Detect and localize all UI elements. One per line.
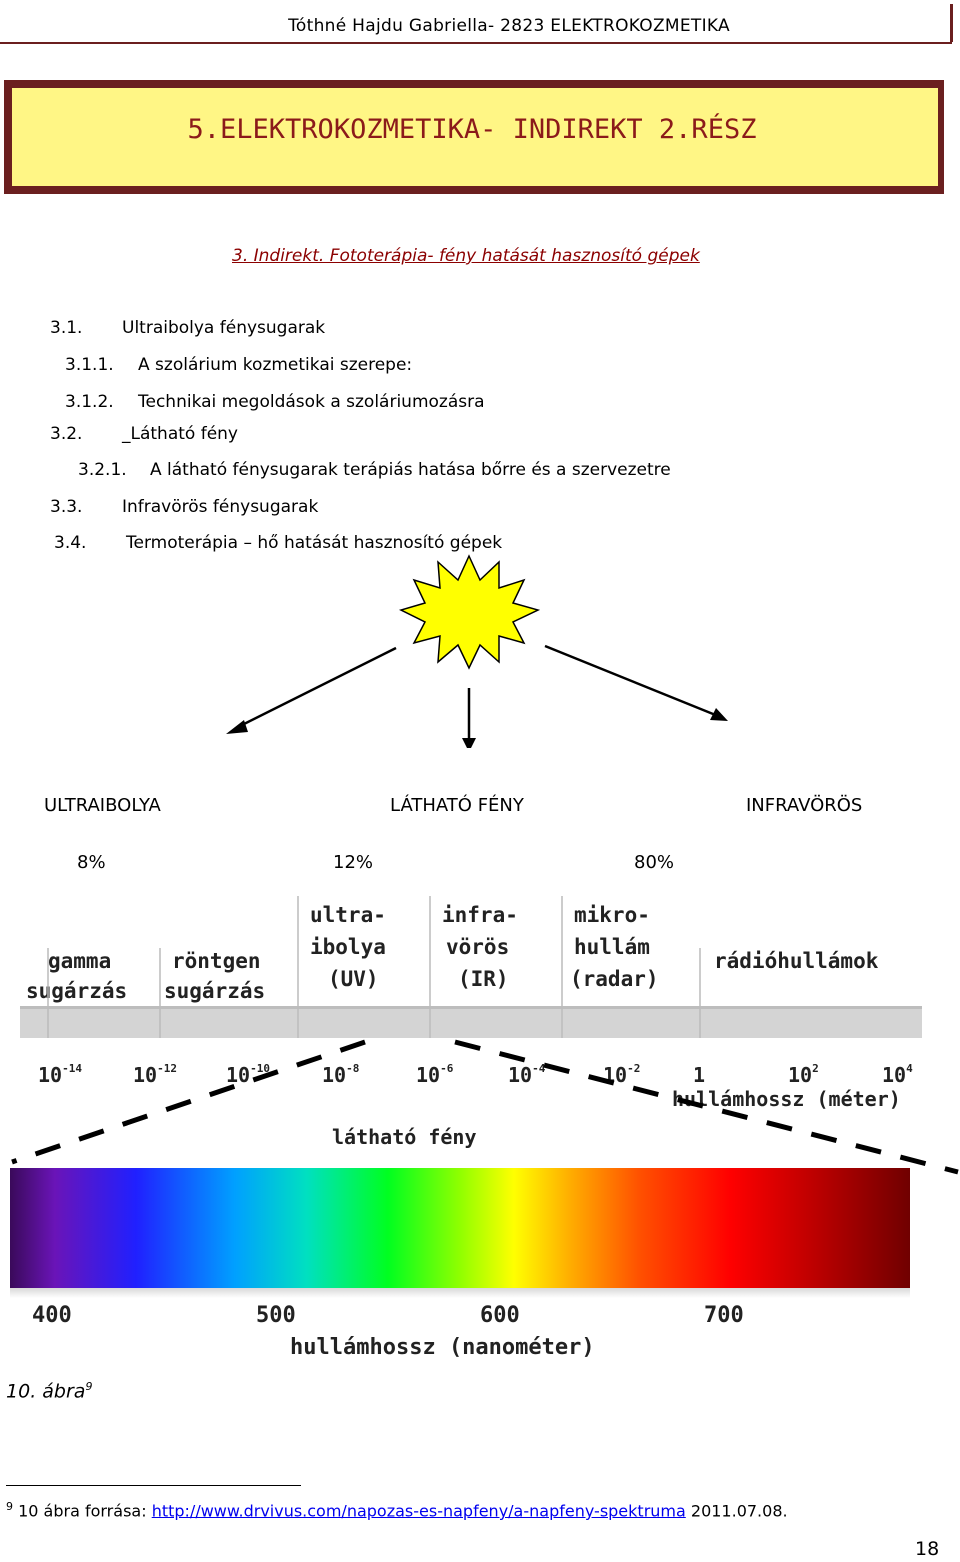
band-label: (radar) (570, 967, 659, 991)
source-link[interactable]: http://www.drvivus.com/napozas-es-napfeny/a-napfeny-spektruma (151, 1501, 686, 1521)
wavelength-unit-label: hullámhossz (méter) (672, 1087, 901, 1111)
toc-item (78, 460, 671, 480)
toc-number: 3.2.1. (78, 460, 127, 480)
page-number: 18 (915, 1538, 940, 1560)
nm-tick: 400 (32, 1303, 72, 1328)
band-label: ultra- (310, 903, 386, 927)
wavelength-tick: $10^{-4}$ (508, 1062, 546, 1087)
percent-ir: 80% (634, 852, 675, 873)
wavelength-tick: $10^{-14}$ (38, 1062, 82, 1087)
wavelength-tick: $10^{-10}$ (226, 1062, 270, 1087)
figure-caption-text: . ábra (30, 1380, 86, 1403)
visible-spectrum-band (10, 1168, 910, 1288)
nm-tick: 700 (704, 1303, 744, 1328)
category-uv: ULTRAIBOLYA (44, 795, 161, 816)
toc-number: 3.1. (50, 318, 83, 338)
wavelength-tick: $10^{-2}$ (603, 1062, 641, 1087)
sun-arrows-illustration (0, 548, 960, 748)
band-label: röntgen (172, 949, 261, 973)
figure-caption (6, 1380, 92, 1402)
band-label: (IR) (458, 967, 509, 991)
band-label: ibolya (310, 935, 386, 959)
figure-number: 10 (6, 1380, 31, 1403)
sun-icon (401, 556, 538, 668)
toc-item (50, 424, 238, 444)
header-corner-rule (950, 4, 953, 42)
band-label: (UV) (328, 967, 379, 991)
toc-number: 3.1.1. (65, 355, 114, 375)
visible-light-label: látható fény (332, 1125, 477, 1149)
toc-item (50, 318, 325, 338)
footnote-rule (6, 1485, 301, 1486)
wavelength-tick: $10^2$ (788, 1062, 819, 1087)
arrow-left-icon (226, 648, 396, 734)
toc-item (50, 497, 318, 517)
wavelength-tick: 1 (693, 1063, 706, 1087)
percent-visible: 12% (333, 852, 374, 873)
footnote (6, 1500, 788, 1520)
band-label: sugárzás (26, 979, 128, 1003)
wavelength-tick: $10^{-6}$ (416, 1062, 454, 1087)
electromagnetic-spectrum-figure (0, 892, 960, 1382)
page-title: 5.ELEKTROKOZMETIKA- INDIREKT 2.RÉSZ (187, 114, 757, 145)
toc-label: Technikai megoldások a szoláriumozásra (138, 392, 485, 412)
wavelength-tick: $10^{-8}$ (322, 1062, 360, 1087)
toc-label: Infravörös fénysugarak (122, 497, 319, 517)
arrow-down-icon (462, 688, 476, 748)
band-label: infra- (442, 903, 518, 927)
toc-number: 3.3. (50, 497, 83, 517)
category-ir: INFRAVÖRÖS (746, 795, 863, 816)
band-label: sugárzás (164, 979, 266, 1003)
footnote-number: 9 (6, 1500, 13, 1513)
toc-number: 3.4. (54, 533, 87, 553)
category-visible: LÁTHATÓ FÉNY (390, 795, 524, 816)
section-heading: 3. Indirekt. Fototerápia- fény hatását hasznosító gépek (232, 246, 700, 266)
toc-item (65, 355, 412, 375)
header-rule (0, 42, 952, 44)
toc-label: Termoterápia – hő hatását hasznosító gépek (126, 533, 503, 553)
spectrum-scale-bar (20, 1006, 922, 1038)
arrow-right-icon (545, 646, 728, 721)
nm-unit-label: hullámhossz (nanométer) (290, 1335, 595, 1360)
running-header: Tóthné Hajdu Gabriella- 2823 ELEKTROKOZMETIKA (288, 16, 730, 36)
toc-item (65, 392, 485, 412)
wavelength-tick: $10^{-12}$ (133, 1062, 177, 1087)
footnote-date: 2011.07.08. (685, 1501, 788, 1521)
band-label: rádióhullámok (714, 949, 879, 973)
nm-tick: 600 (480, 1303, 520, 1328)
band-label: vörös (446, 935, 510, 959)
band-label: gamma (48, 949, 112, 973)
wavelength-tick: $10^4$ (882, 1062, 913, 1087)
band-label: hullám (574, 935, 650, 959)
footnote-ref: 9 (85, 1380, 93, 1393)
toc-number: 3.1.2. (65, 392, 114, 412)
band-label: mikro- (574, 903, 650, 927)
percent-uv: 8% (77, 852, 106, 873)
nm-tick: 500 (256, 1303, 296, 1328)
toc-label: A látható fénysugarak terápiás hatása bőrre és a szervezetre (150, 460, 671, 480)
toc-label: A szolárium kozmetikai szerepe: (138, 355, 413, 375)
toc-label: Ultraibolya fénysugarak (122, 318, 326, 338)
toc-number: 3.2. (50, 424, 83, 444)
toc-label: _Látható fény (122, 424, 238, 444)
footnote-prefix: 10 ábra forrása: (13, 1501, 152, 1521)
